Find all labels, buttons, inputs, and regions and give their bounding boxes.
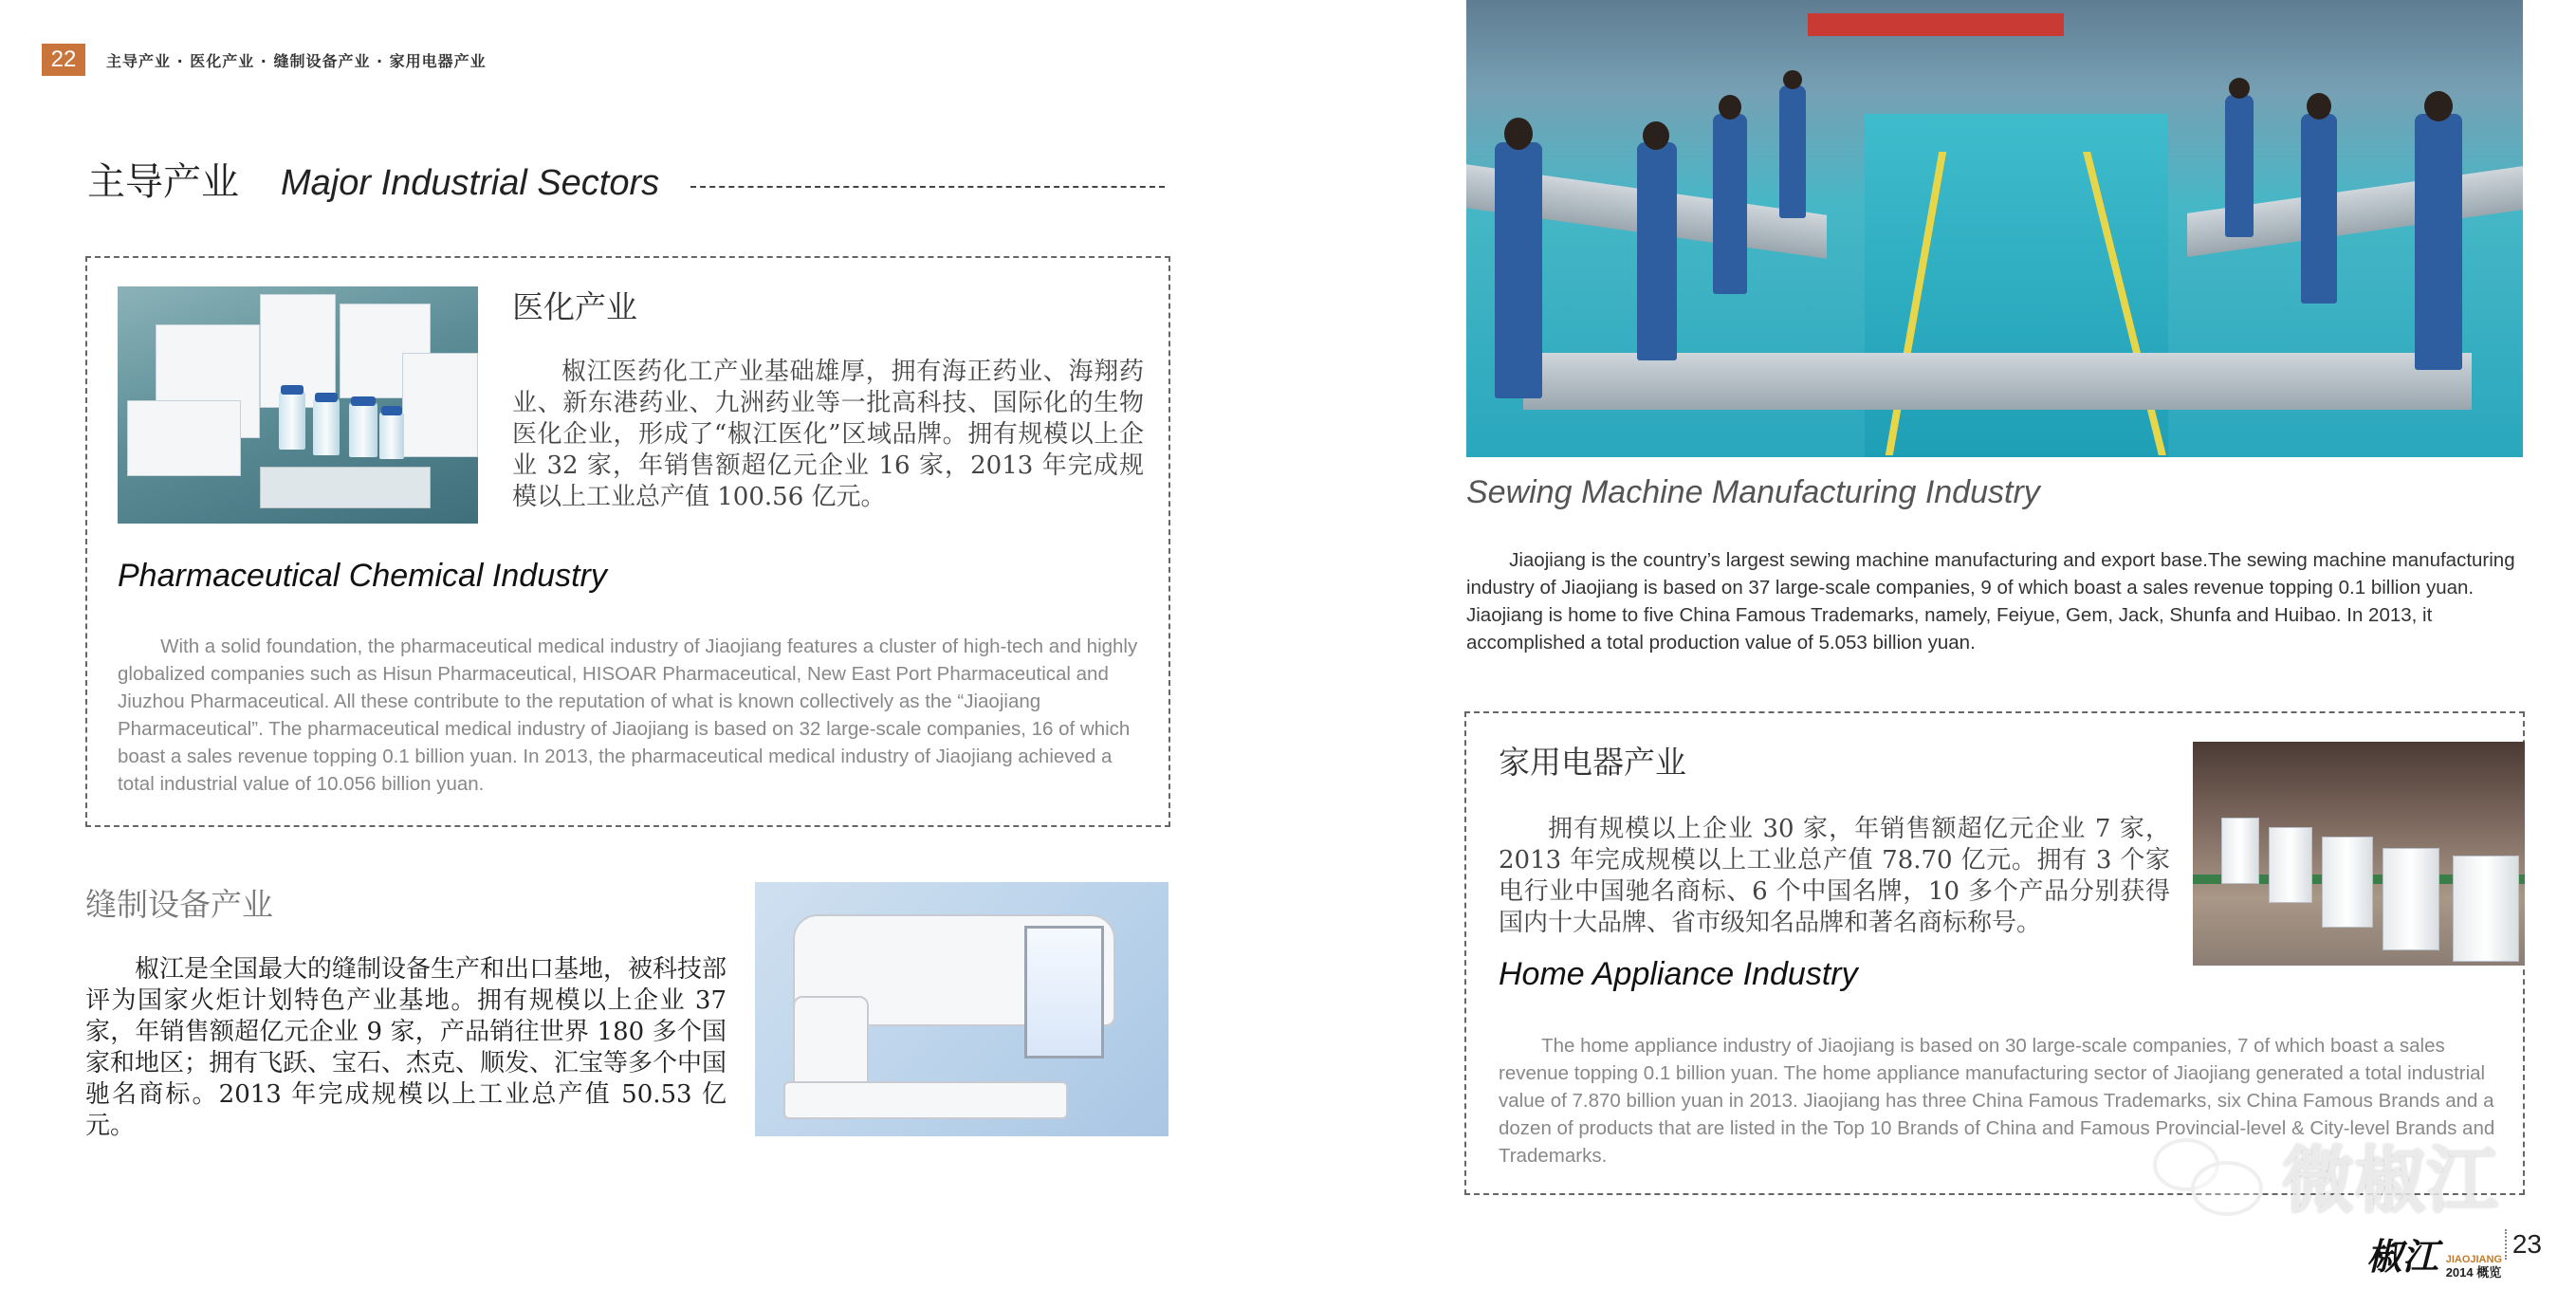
pharma-heading-zh: 医化产业	[512, 288, 637, 325]
section-title	[87, 152, 659, 206]
footer-logo-en: JIAOJIANG	[2445, 1254, 2502, 1265]
page-number-left: 22	[42, 44, 85, 76]
watermark-text: 微椒江	[2282, 1138, 2498, 1223]
pharma-body-en: With a solid foundation, the pharmaceutical medical industry of Jiaojiang features a cluster of high-tech and highly globalized companies such as Hisun Pharmaceutical, HISOAR Pharmaceutical, New East Port Pharmaceutical and Jiuzhou Pharmaceutical. All these contribute to the reputation of what is known collectively as the “Jiaojiang Pharmaceutical”. The pharmaceutical medical industry of Jiaojiang is based on 32 large-scale companies, 16 of which boast a sales revenue topping 0.1 billion yuan. In 2013, the pharmaceutical medical industry of Jiaojiang achieved a total industrial value of 10.056 billion yuan.	[118, 635, 1138, 795]
sewing-heading-zh: 缝制设备产业	[85, 886, 273, 923]
right-page	[1288, 0, 2576, 1289]
sewing-body-zh: 椒江是全国最大的缝制设备生产和出口基地，被科技部评为国家火炬计划特色产业基地。拥有规模以上企业 37 家，年销售额超亿元企业 9 家，产品销往世界 180 多个国家和地区；拥有飞跃、宝石、杰克、顺发、汇宝等多个中国驰名商标。2013 年完成规模以上工业总产值 50.53 亿元。	[85, 955, 727, 1140]
page-number-right: 23	[2505, 1229, 2542, 1260]
pharma-body-zh: 椒江医药化工产业基础雄厚，拥有海正药业、海翔药业、新东港药业、九洲药业等一批高科技、国际化的生物医化企业，形成了“椒江医化”区域品牌。拥有规模以上企业 32 家，年销售额超亿元企业 16 家，2013 年完成规模以上工业总产值 100.56 亿元。	[512, 358, 1144, 511]
footer-logo-year: 2014 概览	[2445, 1265, 2502, 1280]
running-head: 主导产业 · 医化产业 · 缝制设备产业 · 家用电器产业	[106, 52, 487, 70]
sewing-caption-en: Sewing Machine Manufacturing Industry	[1466, 474, 2040, 510]
footer-logo	[2366, 1227, 2502, 1280]
wechat-icon	[2153, 1132, 2267, 1218]
title-rule	[690, 186, 1165, 188]
pharma-photo	[118, 286, 478, 524]
pharma-heading-en: Pharmaceutical Chemical Industry	[118, 558, 607, 594]
appliance-body-zh: 拥有规模以上企业 30 家，年销售额超亿元企业 7 家，2013 年完成规模以上工业总产值 78.70 亿元。拥有 3 个家电行业中国驰名商标、6 个中国名牌，10 多个产品分别获得国内十大品牌、省市级知名品牌和著名商标称号。	[1499, 815, 2170, 937]
sewing-body-en: Jiaojiang is the country’s largest sewing machine manufacturing and export base.The sewing machine manufacturing industry of Jiaojiang is based on 37 large-scale companies, 9 of which boast a sales revenue topping 0.1 billion yuan. Jiaojiang is home to five China Famous Trademarks, namely, Feiyue, Gem, Jack, Shunfa and Huibao. In 2013, it accomplished a total production value of 5.053 billion yuan.	[1466, 549, 2515, 654]
sewing-machine-photo	[755, 882, 1168, 1136]
appliance-body-en: The home appliance industry of Jiaojiang is based on 30 large-scale companies, 7 of which boast a sales revenue topping 0.1 billion yuan. The home appliance manufacturing sector of Jiaojiang generated a total industrial value of 7.870 billion yuan in 2013. Jiaojiang has three China Famous Trademarks, six China Famous Brands and a dozen of products that are listed in the Top 10 Brands of China and Famous Provincial-level & City-level Brands and Trademarks.	[1499, 1035, 2495, 1167]
section-title-zh: 主导产业	[87, 160, 239, 204]
appliance-photo	[2193, 742, 2525, 966]
footer-logo-zh: 椒江	[2365, 1235, 2438, 1278]
appliance-heading-zh: 家用电器产业	[1499, 744, 1686, 781]
appliance-heading-en: Home Appliance Industry	[1499, 956, 1858, 992]
watermark	[2153, 1123, 2498, 1226]
factory-photo	[1466, 0, 2523, 457]
section-title-en: Major Industrial Sectors	[281, 163, 660, 203]
